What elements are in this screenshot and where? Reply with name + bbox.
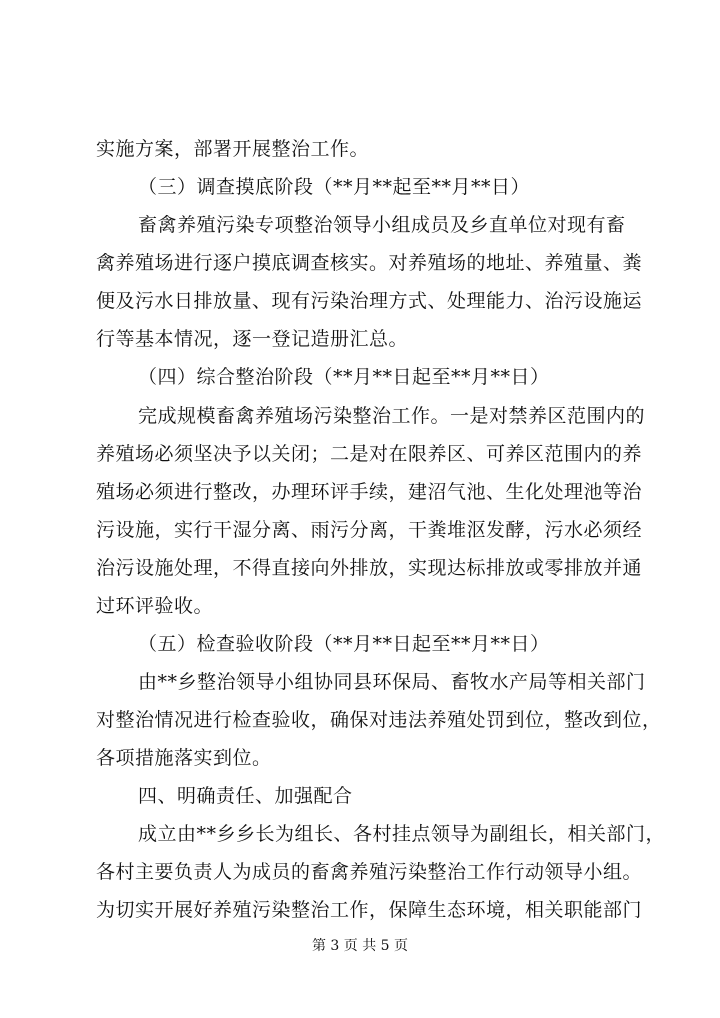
section-heading-5: （五）检查验收阶段（**月**日起至**月**日） [138, 633, 550, 655]
section-heading-4: （四）综合整治阶段（**月**日起至**月**日） [138, 366, 550, 388]
body-text-line: 治污设施处理，不得直接向外排放，实现达标排放或零排放并通 [96, 557, 643, 579]
body-text-line: 殖场必须进行整改，办理环评手续，建沼气池、生化处理池等治 [96, 481, 643, 503]
body-text-line: 为切实开展好养殖污染整治工作，保障生态环境，相关职能部门 [96, 899, 643, 921]
paragraph-start-line: 完成规模畜禽养殖场污染整治工作。一是对禁养区范围内的 [138, 405, 646, 427]
body-text-line: 过环评验收。 [96, 595, 214, 617]
body-text-line: 行等基本情况，逐一登记造册汇总。 [96, 328, 409, 350]
body-text-line: 实施方案，部署开展整治工作。 [96, 138, 370, 160]
paragraph-start-line: 畜禽养殖污染专项整治领导小组成员及乡直单位对现有畜 [138, 214, 626, 236]
section-heading-3: （三）调查摸底阶段（**月**起至**月**日） [138, 176, 531, 198]
page-number-footer: 第 3 页 共 5 页 [311, 938, 409, 954]
body-text-line: 污设施，实行干湿分离、雨污分离，干粪堆沤发酵，污水必须经 [96, 519, 643, 541]
chapter-heading-4: 四、明确责任、加强配合 [138, 785, 353, 807]
body-text-line: 禽养殖场进行逐户摸底调查核实。对养殖场的地址、养殖量、粪 [96, 252, 643, 274]
paragraph-start-line: 由**乡整治领导小组协同县环保局、畜牧水产局等相关部门 [138, 671, 646, 693]
paragraph-start-line: 成立由**乡乡长为组长、各村挂点领导为副组长，相关部门， [138, 823, 666, 845]
body-text-line: 各项措施落实到位。 [96, 747, 272, 769]
body-text-line: 养殖场必须坚决予以关闭；二是对在限养区、可养区范围内的养 [96, 443, 643, 465]
body-text-line: 便及污水日排放量、现有污染治理方式、处理能力、治污设施运 [96, 290, 643, 312]
body-text-line: 各村主要负责人为成员的畜禽养殖污染整治工作行动领导小组。 [96, 861, 643, 883]
body-text-line: 对整治情况进行检查验收，确保对违法养殖处罚到位，整改到位， [96, 709, 662, 731]
